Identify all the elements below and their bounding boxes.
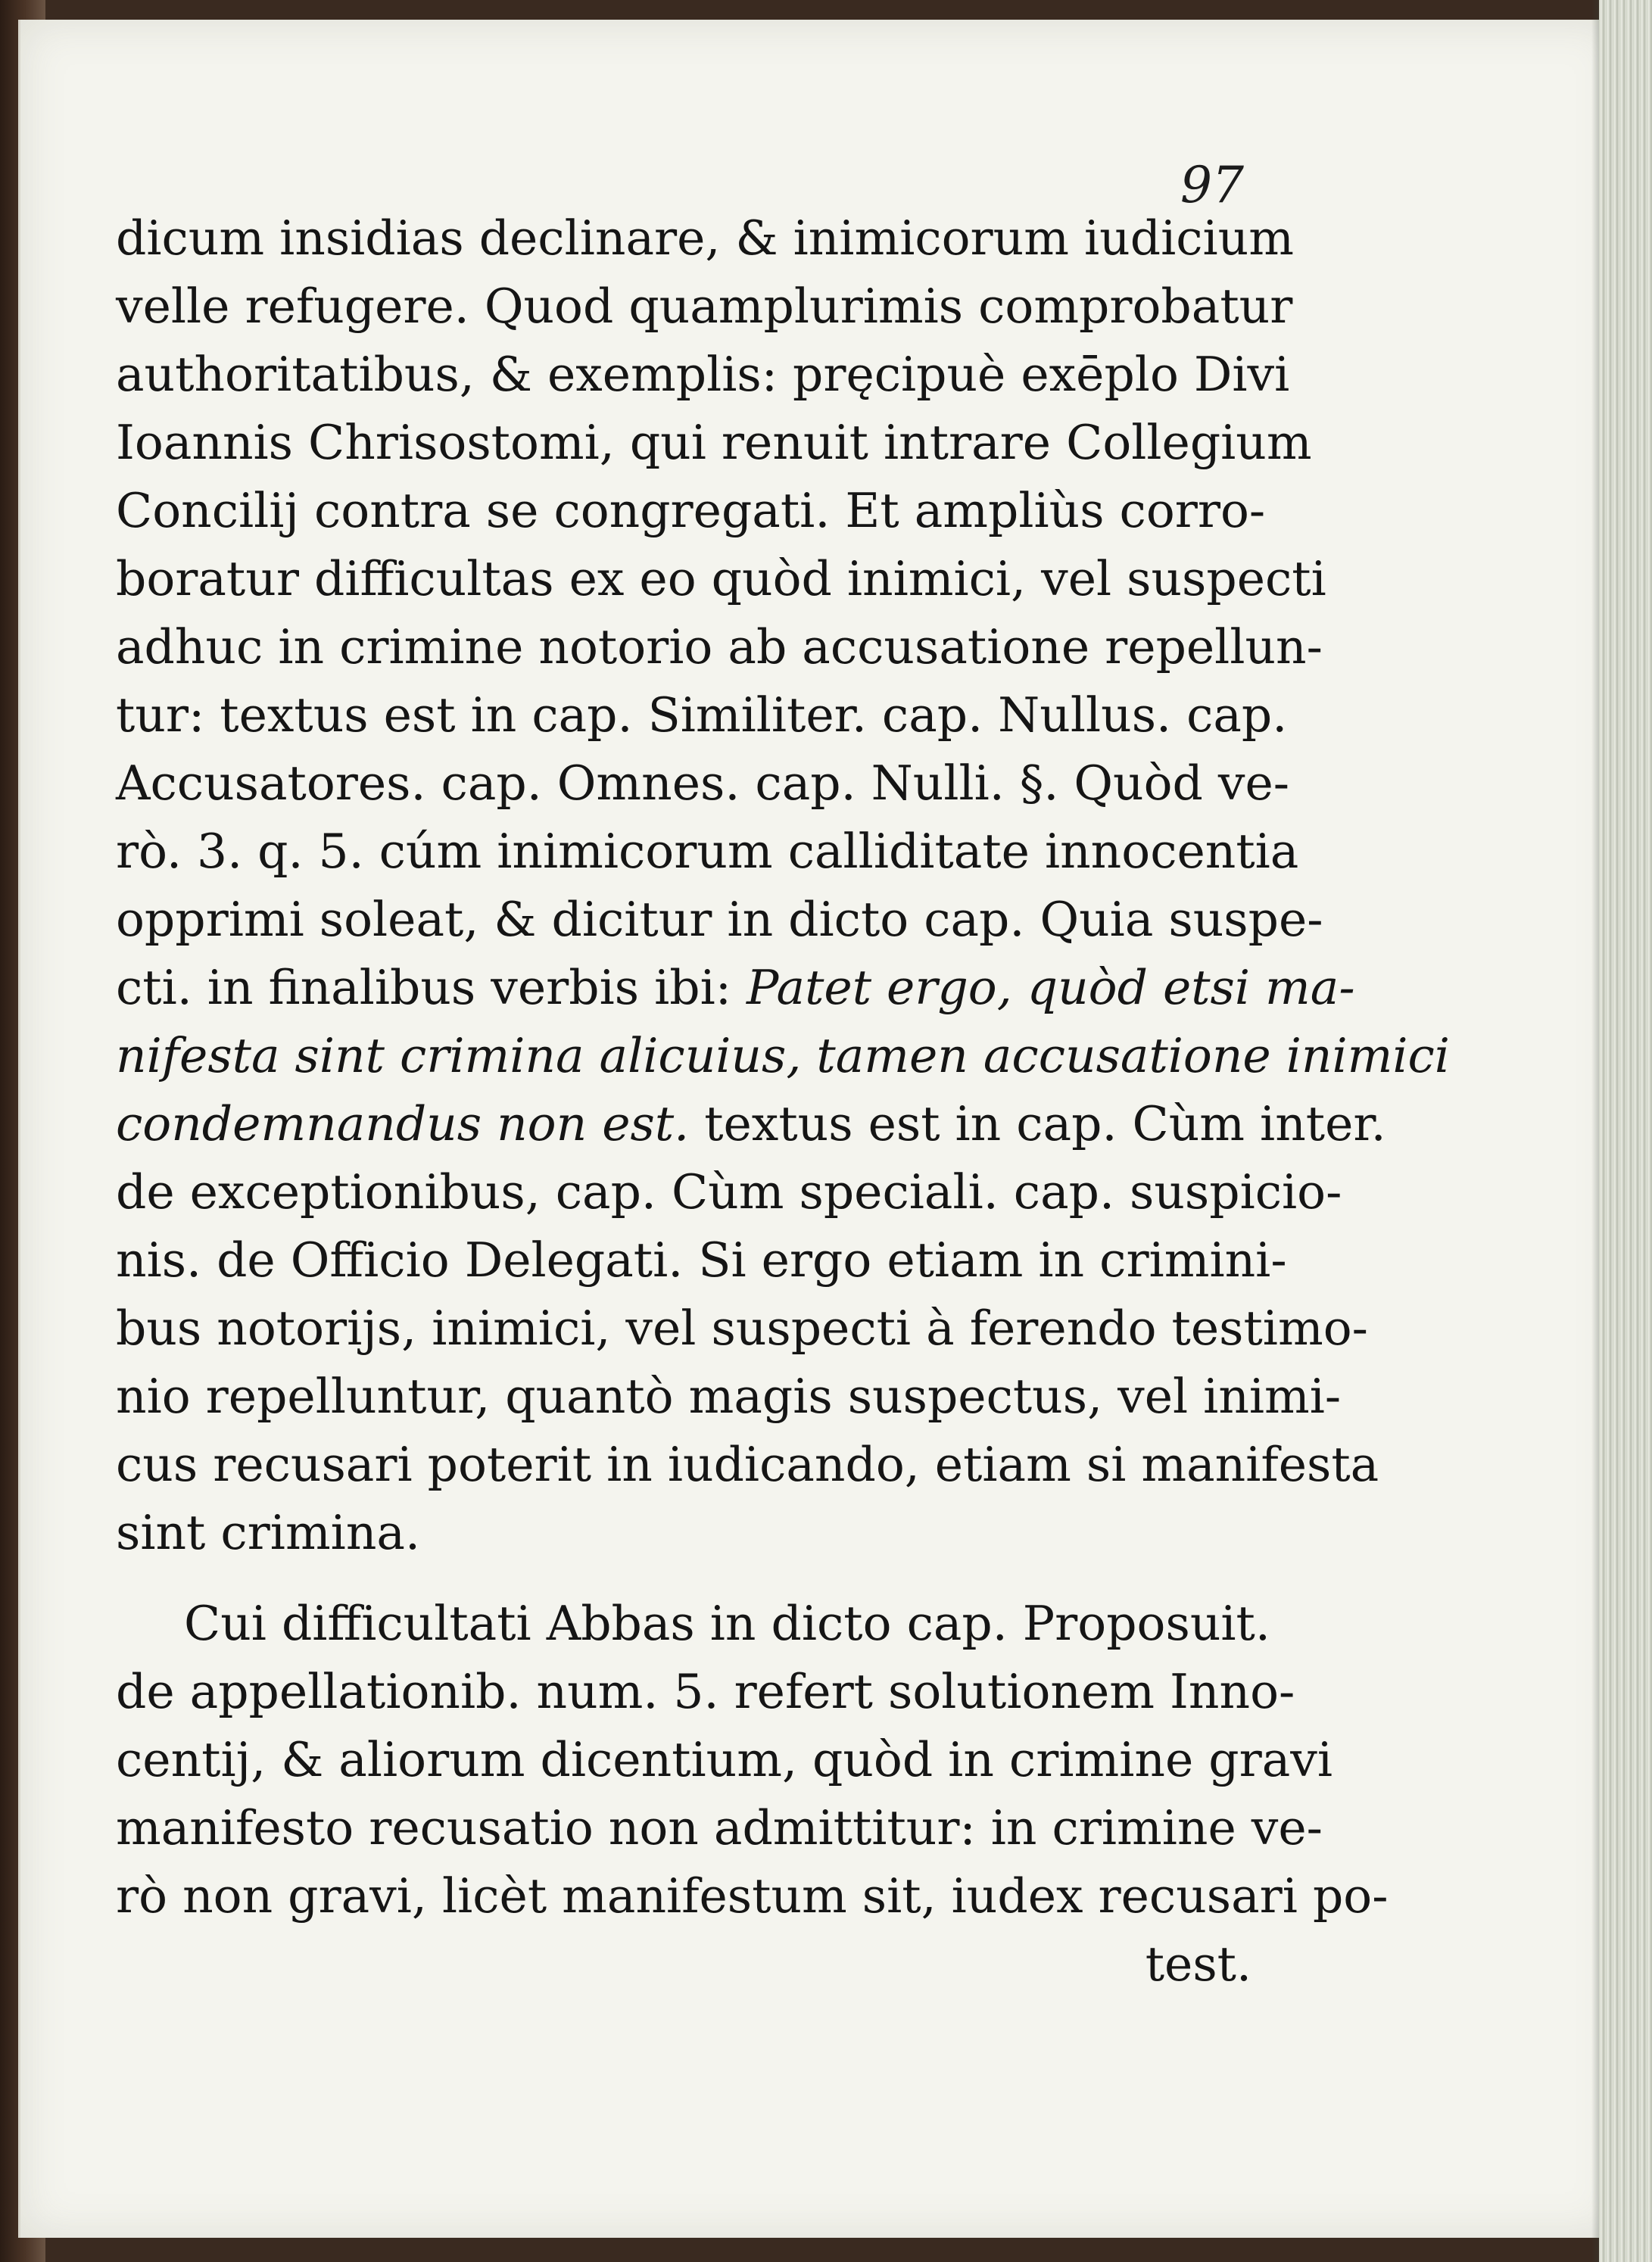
text-line: bus notorijs, inimici, vel suspecti à ferendo testimo- xyxy=(116,1301,1368,1356)
text-block xyxy=(116,204,1450,1999)
text-line-with-quote xyxy=(116,954,1355,1022)
text-line-with-quote xyxy=(116,1090,1386,1158)
text-line: Accusatores. cap. Omnes. cap. Nulli. §. Quòd ve- xyxy=(116,756,1290,811)
text-segment: cti. in finalibus verbis ibi: xyxy=(116,960,731,1015)
text-line: rò non gravi, licèt manifestum sit, iudex recusari po- xyxy=(116,1868,1389,1924)
text-line: dicum insidias declinare, & inimicorum iudicium xyxy=(116,210,1294,266)
text-line: velle refugere. Quod quamplurimis comprobatur xyxy=(116,279,1293,334)
text-line: sint crimina. xyxy=(116,1505,420,1560)
text-line: Cui difficultati Abbas in dicto cap. Proposuit. xyxy=(184,1596,1270,1651)
text-line: centij, & aliorum dicentium, quòd in crimine gravi xyxy=(116,1732,1333,1787)
text-line: boratur difficultas ex eo quòd inimici, vel suspecti xyxy=(116,551,1326,606)
text-line: Concilij contra se congregati. Et ampliùs corro- xyxy=(116,483,1266,538)
italic-quote-start: Patet ergo, quòd etsi ma- xyxy=(746,960,1355,1015)
text-line: de appellationib. num. 5. refert solutionem Inno- xyxy=(116,1664,1295,1719)
page-fore-edge xyxy=(1599,0,1652,2262)
text-line: opprimi soleat, & dicitur in dicto cap. Quia suspe- xyxy=(116,892,1323,947)
page-number: 97 xyxy=(1180,156,1244,214)
text-segment: textus est in cap. Cùm inter. xyxy=(704,1096,1386,1151)
book-page xyxy=(18,20,1619,2238)
text-line: manifesto recusatio non admittitur: in crimine ve- xyxy=(116,1800,1323,1855)
italic-quote-end: condemnandus non est. xyxy=(116,1096,690,1151)
text-line: cus recusari poterit in iudicando, etiam si manifesta xyxy=(116,1437,1379,1492)
text-line: nio repelluntur, quantò magis suspectus, vel inimi- xyxy=(116,1369,1342,1424)
text-line: rò. 3. q. 5. cúm inimicorum calliditate innocentia xyxy=(116,824,1299,879)
text-line: authoritatibus, & exemplis: pręcipuè exēplo Divi xyxy=(116,347,1290,402)
text-line: de exceptionibus, cap. Cùm speciali. cap. suspicio- xyxy=(116,1164,1342,1220)
text-line: tur: textus est in cap. Similiter. cap. Nullus. cap. xyxy=(116,687,1288,743)
italic-quote-line: nifesta sint crimina alicuius, tamen accusatione inimici xyxy=(116,1028,1450,1083)
text-line: test. xyxy=(1145,1936,1251,1992)
text-line: Ioannis Chrisostomi, qui renuit intrare Collegium xyxy=(116,415,1312,470)
text-line: nis. de Officio Delegati. Si ergo etiam in crimini- xyxy=(116,1232,1287,1288)
text-line: adhuc in crimine notorio ab accusatione repellun- xyxy=(116,619,1323,675)
